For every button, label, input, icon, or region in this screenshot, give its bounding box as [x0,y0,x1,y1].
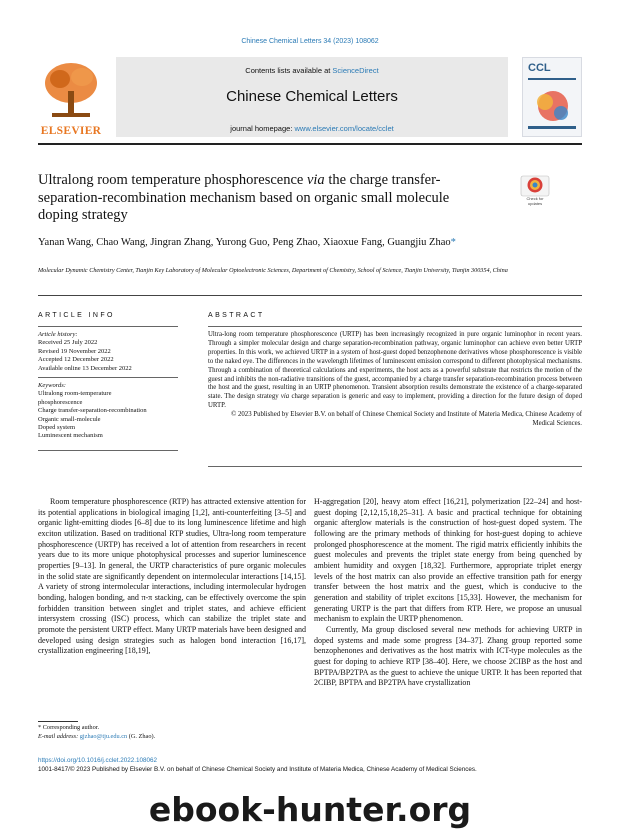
homepage-line [116,124,508,133]
contents-prefix: Contents lists available at [245,66,333,75]
keyword-item: Organic small-molecule [38,415,101,423]
article-history [38,331,178,373]
body-paragraph: H-aggregation [20], heavy atom effect [16,21], polymerization [22–24] and host-guest doping [2,12,15,18,25–31]. A basic and practical technique for obtaining organic afterglow materials is the construction of host-guest doped system. The following are the primary methods of thinking for host-guest doping to achieve prolonged phosphorescence at the moment. The rigid matrix efficiently inhibits the guest molecules and prevents the triplet state energy from being quenched by ambient humidity and oxygen [18,32]. Furthermore, appropriate triplet energy levels of the host matrix can also provide an effective transition path for energy transfer between the host matrix and the guest, which is conducive to the generation and stability of triplet excitons [15,33]. However, the mechanism for generating URTP is the part that differs from RTP. Here, we propose an unusual mechanism to explain the URTP phenomenon. [314,497,582,624]
keyword-item: Charge transfer-separation-recombination [38,407,147,415]
crossmark-label: Check for updates [526,196,544,206]
abstract-part-2: charge separation is generic and easy to implement, providing a direction for the future design of doped URTP. [208,393,582,410]
title-part-1: Ultralong room temperature phosphorescence [38,172,307,188]
watermark: ebook-hunter.org [148,790,472,829]
sciencedirect-link[interactable]: ScienceDirect [332,66,379,75]
abstract-heading: ABSTRACT [208,312,265,319]
cover-abbreviation: CCL [528,62,551,74]
keywords-label: Keywords: [38,382,66,389]
history-item: Accepted 12 December 2022 [38,356,114,364]
email-line [38,732,306,741]
title-italic: via [306,172,325,188]
keyword-item: Ultralong room-temperature [38,390,112,398]
author-list [38,236,478,250]
authors-text: Yanan Wang, Chao Wang, Jingran Zhang, Yurong Guo, Peng Zhao, Xiaoxue Fang, Guangjiu Zhao [38,237,451,248]
info-rule [38,326,178,327]
history-item: Received 25 July 2022 [38,339,98,347]
info-rule [38,377,178,378]
body-paragraph: Currently, Ma group disclosed several new methods for achieving URTP in doped systems and made some progress [34–37]. Zhang group reported some benzophenones and derivatives as the host matrix with ICT-type molecules as the guest for doping to achieve RTP [38–40]. Here, we choose 2CIBP as the host and BPTPA/BP2TPA as the guest to achieve the unique URTP. It has been reported that 2CIBP, BPTPA and BP2TPA have crystallization [314,624,582,688]
homepage-link[interactable]: www.elsevier.com/locate/cclet [294,124,394,133]
cover-art-icon [523,58,581,136]
keyword-item: Luminescent mechanism [38,432,103,440]
history-label: Article history: [38,331,78,338]
doi-link[interactable]: https://doi.org/10.1016/j.cclet.2022.108062 [38,757,158,764]
footnotes [38,723,306,741]
abstract-italic: via [280,393,290,401]
abstract-rule [208,466,582,467]
crossmark-badge[interactable] [520,175,550,207]
corresponding-author-mark[interactable]: * [450,237,456,248]
title-part-2: the charge transfer-separation-recombination mechanism based on organic small molecule doping strategy [38,172,450,223]
email-label: E-mail address: [38,733,80,740]
copyright-notice: © 2023 Published by Elsevier B.V. on behalf of Chinese Chemical Society and Institute of Materia Medica, Chinese Academy of Medical Sciences. [231,411,582,428]
contents-line [116,66,508,75]
elsevier-logo [38,57,104,137]
journal-reference[interactable]: Chinese Chemical Letters 34 (2023) 108062 [241,38,379,45]
abstract-text [208,331,582,429]
crossmark-icon [520,175,550,197]
corresponding-note: * Corresponding author. [38,724,100,731]
article-info-heading: ARTICLE INFO [38,312,115,319]
history-item: Available online 13 December 2022 [38,364,132,372]
affiliation: Molecular Dynamic Chemistry Center, Tianjin Key Laboratory of Molecular Optoelectronic Sciences, Department of Chemistry, School of Science, Tianjin University, Tianjin 300354, China [38,267,508,274]
header-rule [38,143,582,145]
body-paragraph: Room temperature phosphorescence (RTP) has attracted extensive attention for its potential applications in biological imaging [1,2], anti-counterfeiting [3–5] and organic light-emitting diodes [6–8] due to its long luminescence lifetime and high exciton utilization. Based on traditional RTP studies, Ultra-long room temperature phosphorescence (URTP) has received a lot of attention from researchers in recent years due to its more unique photophysical processes and superior luminescence properties [9–13]. In general, the URTP characteristics of pure organic molecules in the solid state are significantly dependent on intermolecular interactions [14,15]. A variety of strong intermolecular interactions, including intermolecular hydrogen bonding, halogen bonding, and π-π stacking, can be effectively overcome the spin forbidden transition between singlet and triplet states, and achieve efficient intersystem crossing (ISC) process, which can stabilize the triplet state and promote the persistent URTP effect. Many URTP materials have been designed and developed using design strategies such as halogen bond interaction [16,17], crystallization engineering [18,19], [38,497,306,656]
journal-title: Chinese Chemical Letters [226,88,398,105]
abstract-rule [208,326,582,327]
email-link[interactable]: gjzhao@tju.edu.cn [79,733,128,740]
keyword-item: Doped system [38,424,76,432]
keywords [38,382,178,441]
body-column-left [38,497,306,657]
keyword-item: phosphorescence [38,398,83,406]
article-title [38,172,493,225]
journal-cover-thumbnail[interactable] [522,57,582,137]
body-column-right [314,497,582,689]
issn-line: 1001-8417/© 2023 Published by Elsevier B.V. on behalf of Chinese Chemical Society and Institute of Materia Medica, Chinese Academy of Medical Sciences. [38,766,477,773]
elsevier-wordmark: ELSEVIER [40,125,102,137]
elsevier-tree-icon [38,57,104,123]
footnote-rule [38,721,78,722]
section-rule [38,295,582,296]
history-item: Revised 19 November 2022 [38,347,111,355]
homepage-prefix: journal homepage: [230,124,295,133]
email-suffix: (G. Zhao). [127,733,156,740]
info-rule [38,450,178,451]
abstract-part-1: Ultra-long room temperature phosphorescence (URTP) has been increasingly recognized in pure organic luminophor in recent years. Through a simpler molecular design and charge separation-recombination pathway, organic luminophor can achieve even better URTP properties. In this work, we achieved URTP in a system of host-guest doped benzophenone derivatives whose phosphorescence is visible to the naked eye. The differences in the wavelength lifetimes of luminescent emission correspond to different photophysical mechanisms. Through a combination of theoretical calculations and experiments, the host acts as a powerful substrate that restricts the motion of the guest and inhibits the non-radiative transitions of the guest, accompanied by a charge transfer separation-recombination process between the host and the guest, resulting in an URTP phenomenon. Transient absorption results demonstrate the existence of a charge-separated state. The design strategy [208,331,582,401]
